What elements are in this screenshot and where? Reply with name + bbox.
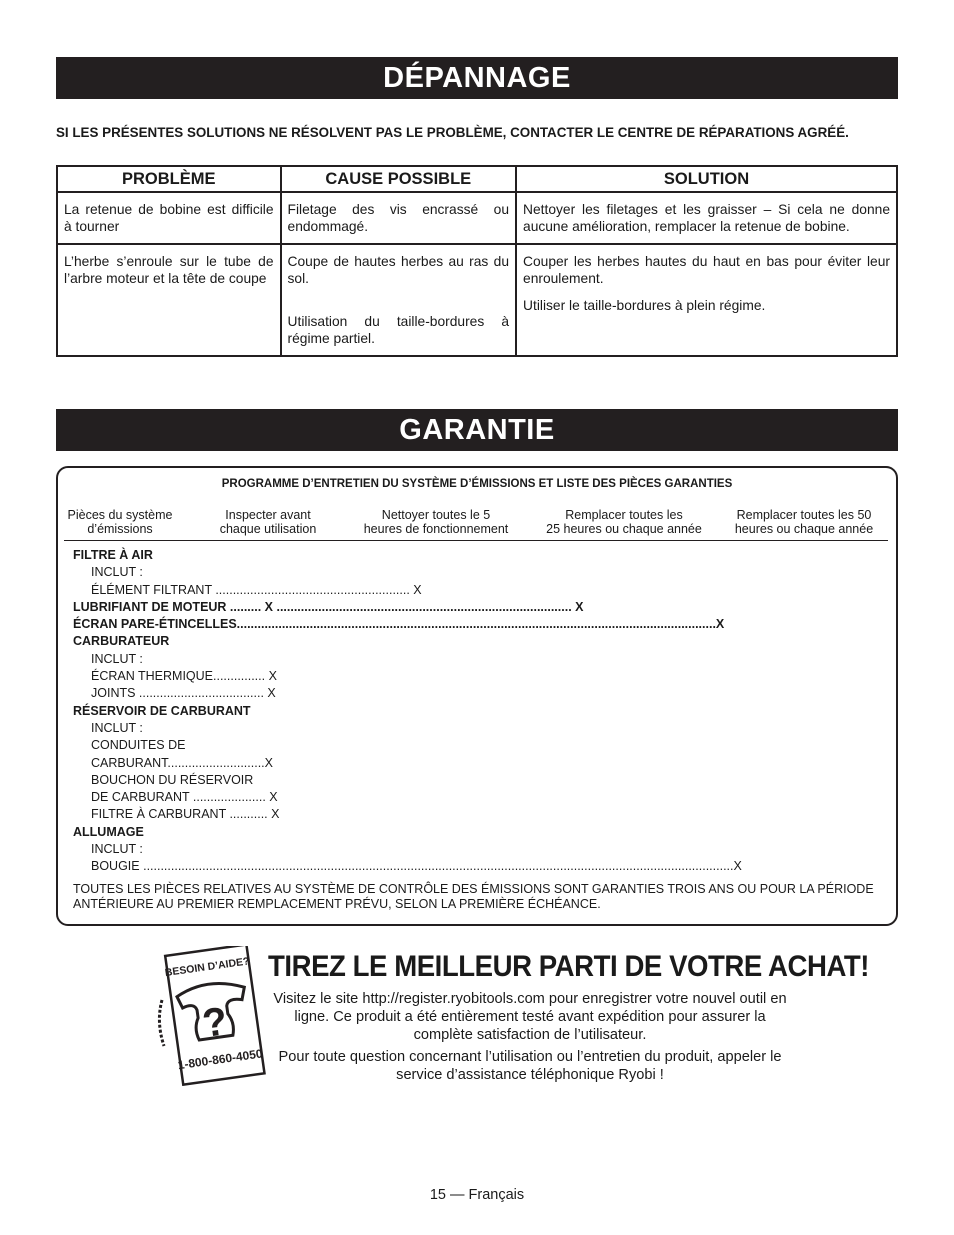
promo-body bbox=[270, 990, 790, 1088]
header-probleme: PROBLÈME bbox=[57, 166, 281, 192]
page-footer: 15 — Français bbox=[429, 1187, 525, 1203]
cause-cell bbox=[281, 244, 516, 356]
list-item: CARBURANT............................X bbox=[91, 755, 273, 770]
emissions-schedule-box bbox=[56, 466, 898, 926]
solution-text: Couper les herbes hautes du haut en bas pour éviter leur enroulement. bbox=[523, 254, 890, 286]
list-item: INCLUT : bbox=[91, 651, 143, 666]
problem-cell: L’herbe s’enroule sur le tube de l’arbre moteur et la tête de coupe bbox=[57, 244, 281, 356]
help-phone-badge bbox=[156, 946, 268, 1086]
promo-title: TIREZ LE MEILLEUR PARTI DE VOTRE ACHAT! bbox=[268, 950, 870, 983]
column-header: Remplacer toutes les 25 heures ou chaque année bbox=[546, 508, 702, 536]
question-mark-icon: ? bbox=[199, 999, 231, 1047]
category-label: ÉCRAN PARE-ÉTINCELLES..........................................................................................................................................X bbox=[73, 617, 725, 632]
solution-cell: Nettoyer les filetages et les graisser – Si cela ne donne aucune amélioration, remplacer la retenue de bobine. bbox=[516, 192, 897, 244]
badge-phone-number: 1-800-860-4050 bbox=[176, 1046, 264, 1073]
category-label: LUBRIFIANT DE MOTEUR ......... X ..................................................................................... X bbox=[73, 599, 584, 614]
promo-paragraph: Pour toute question concernant l’utilisation ou l’entretien du produit, appeler le service d’assistance téléphonique Ryobi ! bbox=[278, 1049, 782, 1083]
column-header: Remplacer toutes les 50 heures ou chaque année bbox=[734, 508, 874, 536]
header-cause: CAUSE POSSIBLE bbox=[281, 166, 516, 192]
solution-cell bbox=[516, 244, 897, 356]
list-item: DE CARBURANT ..................... X bbox=[91, 790, 278, 805]
list-item: FILTRE À CARBURANT ........... X bbox=[91, 807, 280, 822]
category-label: FILTRE À AIR bbox=[73, 548, 153, 562]
column-header: Inspecter avant chaque utilisation bbox=[219, 508, 317, 536]
list-item: INCLUT : bbox=[91, 720, 143, 735]
list-item: BOUGIE ..........................................................................................................................................................................X bbox=[91, 859, 742, 874]
table-row bbox=[57, 244, 897, 356]
list-item: ÉCRAN THERMIQUE............... X bbox=[91, 669, 277, 684]
warning-text: SI LES PRÉSENTES SOLUTIONS NE RÉSOLVENT PAS LE PROBLÈME, CONTACTER LE CENTRE DE RÉPARATIONS AGRÉÉ. bbox=[56, 125, 849, 140]
promo-paragraph: Visitez le site http://register.ryobitools.com pour enregistrer votre nouvel outil en ligne. Ce produit a été entièrement testé avant expédition pour assurer la complète satisfaction de l’utilisateur. bbox=[273, 991, 787, 1043]
list-item: INCLUT : bbox=[91, 842, 143, 857]
parts-list bbox=[73, 547, 893, 876]
column-header: Pièces du système d’émissions bbox=[67, 508, 173, 536]
category-label: CARBURATEUR bbox=[73, 634, 170, 649]
cord-icon bbox=[159, 1000, 164, 1046]
category-label: RÉSERVOIR DE CARBURANT bbox=[73, 703, 251, 718]
list-item: BOUCHON DU RÉSERVOIR bbox=[91, 772, 254, 787]
badge-label: BESOIN D’AIDE? bbox=[164, 955, 251, 980]
depannage-banner: DÉPANNAGE bbox=[56, 57, 898, 99]
cause-text: Utilisation du taille-bordures à régime partiel. bbox=[287, 314, 510, 346]
list-item: JOINTS .................................... X bbox=[91, 686, 276, 701]
table-row bbox=[57, 192, 897, 244]
garantie-banner: GARANTIE bbox=[56, 409, 898, 451]
list-item: INCLUT : bbox=[91, 565, 143, 580]
troubleshooting-table bbox=[56, 165, 898, 357]
solution-text: Utiliser le taille-bordures à plein régime. bbox=[523, 298, 766, 313]
category-label: ALLUMAGE bbox=[73, 824, 144, 839]
problem-cell: La retenue de bobine est difficile à tourner bbox=[57, 192, 281, 244]
list-item: CONDUITES DE bbox=[91, 738, 186, 753]
header-divider bbox=[64, 540, 888, 541]
warranty-footnote: TOUTES LES PIÈCES RELATIVES AU SYSTÈME DE CONTRÔLE DES ÉMISSIONS SONT GARANTIES TROIS ANS OU POUR LA PÉRIODE ANTÉRIEURE AU PREMIER REMPLACEMENT PRÉVU, SELON LA PREMIÈRE ÉCHÉANCE. bbox=[73, 882, 874, 911]
cause-text: Coupe de hautes herbes au ras du sol. bbox=[287, 254, 510, 286]
cause-cell: Filetage des vis encrassé ou endommagé. bbox=[281, 192, 516, 244]
program-title: PROGRAMME D’ENTRETIEN DU SYSTÈME D’ÉMISSIONS ET LISTE DES PIÈCES GARANTIES bbox=[221, 478, 733, 490]
header-solution: SOLUTION bbox=[516, 166, 897, 192]
list-item: ÉLÉMENT FILTRANT ........................................................ X bbox=[91, 582, 422, 597]
table-header-row bbox=[57, 166, 897, 192]
column-header: Nettoyer toutes le 5 heures de fonctionnement bbox=[363, 508, 509, 536]
